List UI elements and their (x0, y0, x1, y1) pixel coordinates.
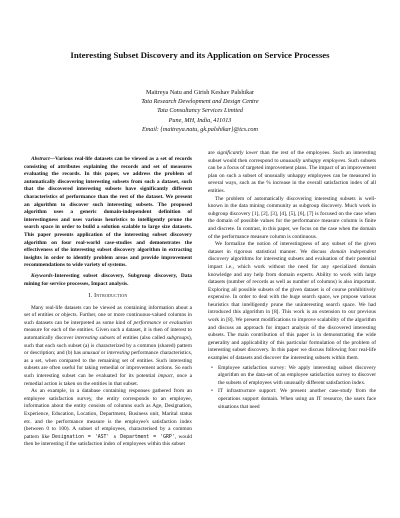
abstract-label: Abstract (31, 156, 50, 162)
text-run: or (161, 319, 170, 326)
paper-title: Interesting Subset Discovery and its Application on Service Processes (70, 50, 330, 60)
affiliation-line-1: Tata Research Development and Design Centre (141, 98, 259, 106)
intro-paragraph-1 (24, 305, 192, 389)
left-column (24, 156, 192, 449)
text-run: , would then be interesting if the satisfaction index of employees within this subset (24, 433, 192, 448)
text-run: We formalize the notion of interestingness of any subset of the given dataset in rigorous statistical manner. We discuss (208, 241, 376, 255)
text-run: evaluation (169, 319, 192, 326)
text-run: unusually unhappy employees (280, 157, 346, 164)
author-block (20, 88, 380, 134)
intro-paragraph-3: The problem of automatically discovering interesting subsets is well-known in the data mining community as subgroup discovery. Much work in subgroup discovery [1], [2], [3], [4], [5], [6], [7] is focused on the case when the domain of possible values for the performance measure column is finite and discrete. In contrast, in this paper, we focus on the case when the domain of the performance measure column is continuous. (208, 195, 376, 240)
case-study-list (208, 365, 376, 412)
section-heading-introduction: I. Introduction (88, 293, 128, 300)
text-run: impact (157, 373, 173, 380)
text-run: or (99, 350, 107, 357)
keywords-label: Keywords (31, 272, 53, 279)
list-item: • IT infrastructure support: We present another case-study from the operations support domain. When using an IT resource, the users face situations that need (208, 388, 376, 411)
author-email: Email: {maitreya.natu, gk.palshikar}@tcs.com (142, 125, 258, 133)
list-item: • Employee satisfaction survey: We apply interesting subset discovery algorithm on the data-set of an employee satisfaction survey to discover the subsets of employees with unusually different satisfaction index. (208, 365, 376, 388)
text-run: unusual (82, 350, 100, 357)
text-run: are (208, 150, 217, 156)
text-run: . Such subsets can be a focus of targeted improvement plans. The impact of an improvement plan on such a subset of unusually unhappy employees can be measured in several ways, such as the % increase in the overall satisfaction index of all entities. (208, 157, 377, 194)
text-run: measure for each of the entities. Given such a dataset, it is then of interest to automatically discover (24, 327, 192, 342)
text-run: discovery algorithms for interesting subsets and evaluation of their potential impact i.e., which work without the need for any specialized domain knowledge and any help from domain experts. Ability to work with large datasets (number of records as well as number of columns) is also important. Exploring all possible subsets of the given dataset is of course prohibitively expensive. In order to deal with the huge search space, we propose various heuristics that intelligently prune the uninteresting search space. We had introduced this algorithm in [8]. This work is an extension to our previous work in [8]. We present modifications to improve scalability of the algorithm and discuss an approach for impact analysis of the discovered interesting subsets. The main contribution of this paper is in demonstrating the wide generality and applicability of this particular formulation of the problem of interesting subset discovery. In this paper we discuss following four real-life examples of datasets and discover the interesting subsets within them. (208, 256, 376, 362)
author-names: Maitreya Natu and Girish Keshav Palshikar (145, 89, 255, 96)
text-run: performance characteristics, as a set, when compared to the remaining set of entities. Such interesting subsets are often useful for taking remedial or improvement actions. So each such interesting subset can be evaluated for its potential (24, 350, 193, 380)
inline-code: Designation = 'AST' ∧ Department = 'GRP' (52, 434, 175, 440)
text-run: As an example, in a database containing responses gathered from an employee satisfaction survey, the entity corresponds to an employee, information about the entity consists of columns such as Age, Designation, Experience, Education, Location, Department, Business unit, Marital status etc. and the performance measure is the employee's satisfaction index (between 0 to 100). A subset of employees, characterised by a common pattern like (24, 388, 192, 440)
right-column (208, 150, 376, 412)
abstract-text: —Various real-life datasets can be viewed as a set of records consisting of attributes explaining the records and set of measures evaluating the records. In this paper, we address the problem of automatically discovering interesting subsets from such a dataset, such that the discovered interesting subsets have significantly different characteristics of performance than the rest of the dataset. We present an algorithm to discover such interesting subsets. The proposed algorithm uses a generic domain-independent definition of interestingness and uses various heuristics to intelligently prune the search space in order to build a solution scalable to large size datasets. This paper presents application of the interesting subset discovery algorithm on four real-world case-studies and demonstrates the effectiveness of the interesting subset discovery algorithm in extracting insights in order to identify problem areas and provide improvement recommendations to wide variety of systems. (24, 156, 192, 269)
text-run: domain independent (329, 248, 376, 255)
text-run: subgroups (166, 335, 189, 342)
affiliation-line-2: Tata Consultancy Services Limited (157, 107, 243, 115)
intro-paragraph-2 (24, 388, 192, 449)
text-run: Many real-life datasets can be viewed as containing information about a set of entities or objects. Further, one or more continuous-valued columns in such datasets can be interpreted as some kind of (24, 304, 192, 326)
abstract (24, 156, 192, 270)
intro-paragraph-2-continued (208, 150, 376, 196)
intro-paragraph-4 (208, 241, 376, 363)
keywords (24, 273, 192, 288)
keywords-text: -Interesting subset discovery, Subgroup discovery, Data mining for service processes, Impact analysis. (24, 272, 192, 287)
text-run: interesting (106, 350, 130, 357)
text-run: than the rest of the employees. Such an interesting subset would then correspond to (208, 150, 376, 164)
affiliation-line-3: Pune, MH, India, 411013 (168, 116, 232, 124)
text-run: of entities (also called (114, 335, 167, 342)
text-run: interesting subsets (74, 335, 115, 342)
text-run: ), such that each such subset (a) is characterized by a common (shared) pattern or description; and (b) has (24, 335, 193, 357)
text-run: performance (133, 319, 162, 326)
text-run: significantly lower (216, 150, 259, 156)
text-run: , once a remedial action is taken on the entities in that subset. (24, 373, 192, 387)
